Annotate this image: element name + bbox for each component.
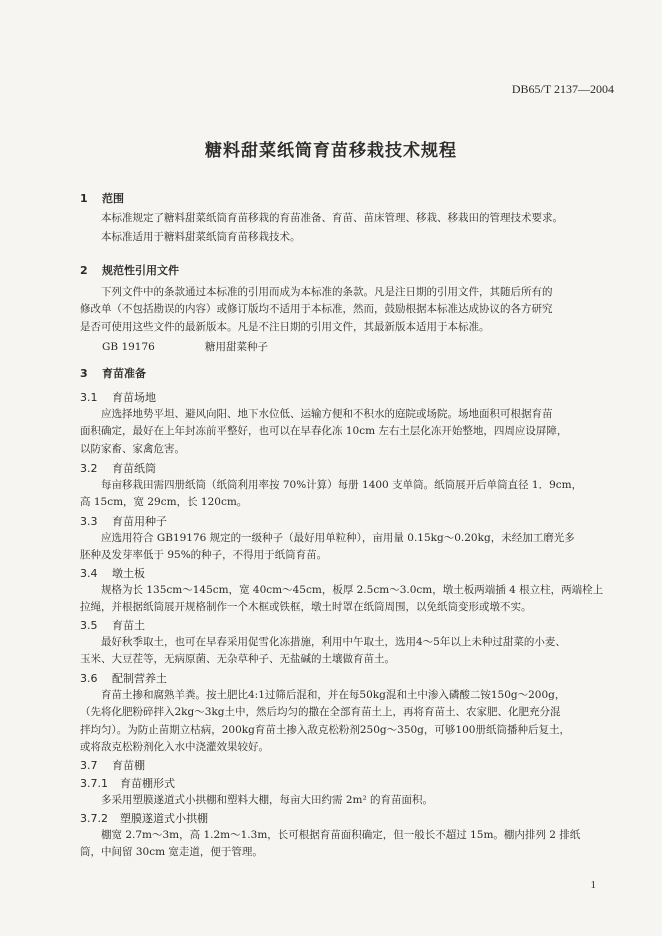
paragraph: 本标准规定了糖料甜菜纸筒育苗移栽的育苗准备、育苗、苗床管理、移栽、移栽田的管理技术要求。: [101, 212, 563, 224]
section-heading-1: [80, 190, 124, 206]
paragraph: 规格为长 135cm～145cm，宽 40cm～45cm，板厚 2.5cm～3.0cm，墩土板两端插 4 根立柱，两端栓上 拉绳，并根据纸筒展开规格制作一个木框或铁框，墩土时罩在纸筒周围，以免纸筒变形或墩不实。: [80, 584, 604, 614]
page-number: 1: [590, 879, 596, 891]
section-number: 1: [80, 192, 88, 205]
document-title: 糖料甜菜纸筒育苗移栽技术规程: [205, 141, 457, 161]
subsection-heading-3-5: [80, 617, 145, 633]
paragraph: 本标准适用于糖料甜菜纸筒育苗移栽技术。: [101, 231, 301, 243]
subsection-heading-3-3: [80, 513, 167, 529]
subsection-number: 3.6: [80, 672, 98, 685]
standard-code: DB65/T 2137—2004: [511, 82, 614, 96]
subsection-number: 3.7.2: [80, 812, 108, 825]
normative-reference: [102, 339, 268, 354]
section-heading-2: [80, 262, 179, 278]
paragraph: 应选择地势平坦、避风向阳、地下水位低、运输方便和不积水的庭院或场院。场地面积可根据育苗 面积确定，最好在上年封冻前平整好，也可以在早春化冻 10cm 左右土层化冻开始整地，四周应设屏障， 以防家畜、家禽危害。: [80, 408, 568, 455]
paragraph: 下列文件中的条款通过本标准的引用而成为本标准的条款。凡是注日期的引用文件，其随后所有的 修改单（不包括勘误的内容）或修订版均不适用于本标准，然而，鼓励根据本标准达成协议的各方研究 是否可使用这些文件的最新版本。凡是不注日期的引用文件，其最新版本适用于本标准。: [80, 286, 553, 333]
subsection-title: 育苗用种子: [112, 515, 167, 528]
section-title: 育苗准备: [102, 367, 146, 380]
subsection-title: 育苗棚: [112, 759, 145, 772]
subsection-title: 育苗场地: [112, 391, 156, 404]
subsection-title: 配制营养土: [112, 672, 167, 685]
subsection-title: 育苗土: [112, 619, 145, 632]
subsection-title: 育苗棚形式: [120, 777, 175, 790]
subsection-number: 3.7.1: [80, 777, 108, 790]
section-number: 2: [80, 264, 88, 277]
subsection-number: 3.3: [80, 515, 98, 528]
subsection-heading-3-2: [80, 460, 156, 476]
paragraph: 育苗土掺和腐熟羊粪。按土肥比4:1过筛后混和，并在每50kg混和土中渗入磷酸二铵150g～200g， （先将化肥粉碎拌入2kg～3kg土中，然后均匀的撒在全部育苗土上，再将育苗土、农家肥、化肥充分混 拌均匀）。为防止苗期立枯病，200kg育苗土掺入敌克松粉剂250g～350g，可够100册纸筒播种后复土， 或将敌克松粉剂化入水中浇灌效果较好。: [80, 689, 570, 754]
paragraph: 最好秋季取土，也可在早春采用促雪化冻措施，利用中午取土，选用4～5年以上未种过甜菜的小麦、 玉米、大豆茬等，无病原菌、无杂草种子、无盐碱的土壤做育苗土。: [80, 636, 566, 666]
section-title: 范围: [102, 192, 124, 205]
subsection-number: 3.7: [80, 759, 98, 772]
subsection-heading-3-7-1: [80, 775, 175, 791]
reference-name: 糖用甜菜种子: [205, 341, 268, 353]
subsection-title: 育苗纸筒: [112, 462, 156, 475]
section-heading-3: [80, 365, 146, 381]
paragraph: 多采用塑膜遂道式小拱棚和塑料大棚，每亩大田约需 2m² 的育苗面积。: [101, 794, 434, 806]
section-title: 规范性引用文件: [102, 264, 179, 277]
subsection-title: 塑膜遂道式小拱棚: [120, 812, 208, 825]
subsection-number: 3.2: [80, 462, 98, 475]
subsection-number: 3.4: [80, 567, 98, 580]
section-number: 3: [80, 367, 88, 380]
subsection-heading-3-6: [80, 670, 167, 686]
paragraph: 应选用符合 GB19176 规定的一级种子（最好用单粒种），亩用量 0.15kg～0.20kg，未经加工磨光多 胚种及发芽率低于 95%的种子，不得用于纸筒育苗。: [80, 532, 575, 562]
subsection-heading-3-7: [80, 757, 145, 773]
subsection-heading-3-1: [80, 389, 156, 405]
subsection-heading-3-4: [80, 565, 145, 581]
subsection-number: 3.5: [80, 619, 98, 632]
subsection-heading-3-7-2: [80, 810, 208, 826]
subsection-number: 3.1: [80, 391, 98, 404]
subsection-title: 墩土板: [112, 567, 145, 580]
reference-code: GB 19176: [102, 341, 155, 353]
paragraph: 棚宽 2.7m～3m，高 1.2m～1.3m，长可根据育苗面积确定，但一般长不超过 15m。棚内排列 2 排纸 筒，中间留 30cm 宽走道，便于管理。: [80, 829, 581, 859]
paragraph: 每亩移栽田需四册纸筒（纸筒利用率按 70%计算）每册 1400 支单筒。纸筒展开后单筒直径 1．9cm， 高 15cm，宽 29cm，长 120cm。: [80, 479, 583, 509]
